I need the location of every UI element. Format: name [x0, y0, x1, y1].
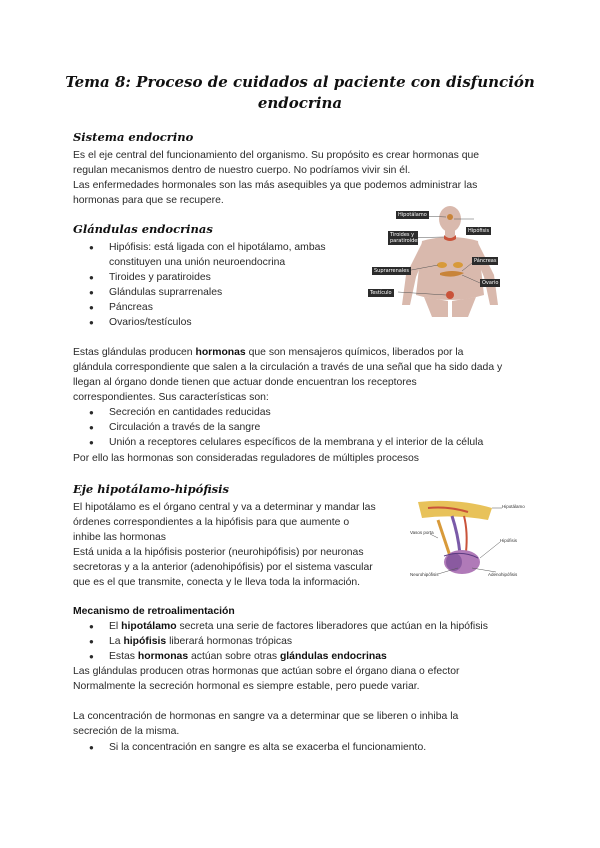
list-item: ● Secreción en cantidades reducidas: [73, 405, 533, 420]
fig-label: Páncreas: [474, 258, 497, 264]
heading-mecanismo-retroalimentacion: Mecanismo de retroalimentación: [73, 606, 235, 617]
fig-label: Adenohipófisis: [488, 572, 518, 577]
list-item: ● Páncreas: [73, 300, 363, 315]
fig-label: Hipotálamo: [398, 212, 427, 218]
list-concentracion: [73, 740, 533, 755]
list-item: ● Ovarios/testículos: [73, 315, 363, 330]
endocrine-body-figure: [362, 205, 522, 317]
list-item: ● Si la concentración en sangre es alta se exacerba el funcionamiento.: [73, 740, 533, 755]
paragraph-hormonas: Estas glándulas producen hormonas que son mensajeros químicos, liberados por la glándula correspondiente que salen a la circulación a través de una señal que ha sido dada y llegan al órgano donde tienen que actuar donde encuentran los receptores correspondientes. Sus características son:: [73, 347, 503, 403]
list-item: ● Unión a receptores celulares específicos de la membrana y el interior de la célula: [73, 435, 533, 450]
list-caracteristicas: [73, 405, 533, 450]
list-item: ● Circulación a través de la sangre: [73, 420, 533, 435]
list-item: ● Glándulas suprarrenales: [73, 285, 363, 300]
fig-label: Vasos porta: [410, 530, 434, 535]
fig-label: Hipófisis: [468, 228, 490, 234]
fig-label: Hipotálamo: [502, 504, 525, 509]
fig-label: Suprarrenales: [374, 268, 409, 274]
fig-label: Hipófisis: [500, 538, 518, 543]
hypothalamus-pituitary-figure: [408, 498, 530, 578]
paragraph-eje: El hipotálamo es el órgano central y va a determinar y mandar las órdenes correspondientes a la hipófisis para que aumente o inhibe las hormonas Está unida a la hipófisis posterior (neurohipófisis) por neuronas secretoras y a la anterior (adenohipófisis) por el sistema vascular que es el que transmite, conecta y le lleva toda la información.: [73, 502, 376, 588]
list-item: ● Hipófisis: está ligada con el hipotálamo, ambas constituyen una unión neuroendocrina: [73, 240, 363, 270]
list-retroalimentacion: [73, 619, 533, 664]
fig-label: Testículo: [370, 290, 392, 296]
paragraph-sistema-endocrino: Es el eje central del funcionamiento del organismo. Su propósito es crear hormonas que regulan mecanismos dentro de nuestro cuerpo. No podríamos vivir sin él. Las enfermedades hormonales son las más asequibles ya que podemos administrar las hormonas para que se recupere.: [73, 150, 480, 206]
heading-glandulas-endocrinas: Glándulas endocrinas: [73, 222, 213, 236]
paragraph-concentracion: La concentración de hormonas en sangre va a determinar que se liberen o inhiba la secreción de la misma.: [73, 711, 459, 737]
heading-sistema-endocrino: Sistema endocrino: [73, 130, 194, 144]
paragraph-reguladores: Por ello las hormonas son consideradas reguladores de múltiples procesos: [73, 453, 419, 464]
list-item: ● El hipotálamo secreta una serie de factores liberadores que actúan en la hipófisis: [73, 619, 533, 634]
list-item: ● Estas hormonas actúan sobre otras glándulas endocrinas: [73, 649, 533, 664]
fig-label: Tiroides y paratiroides: [390, 232, 420, 244]
paragraph-glandulas-efector: Las glándulas producen otras hormonas que actúan sobre el órgano diana o efector Normalmente la secreción hormonal es siempre estable, pero puede variar.: [73, 666, 460, 692]
fig-label: Neurohipófisis: [410, 572, 439, 577]
list-item: ● Tiroides y paratiroides: [73, 270, 363, 285]
list-item: ● La hipófisis liberará hormonas trópicas: [73, 634, 533, 649]
page-title: Tema 8: Proceso de cuidados al paciente con disfunción endocrina: [65, 73, 535, 112]
heading-eje-hipotalamo-hipofisis: Eje hipotálamo-hipófisis: [73, 482, 230, 496]
list-glandulas: [73, 240, 363, 330]
fig-label: Ovario: [482, 280, 499, 286]
